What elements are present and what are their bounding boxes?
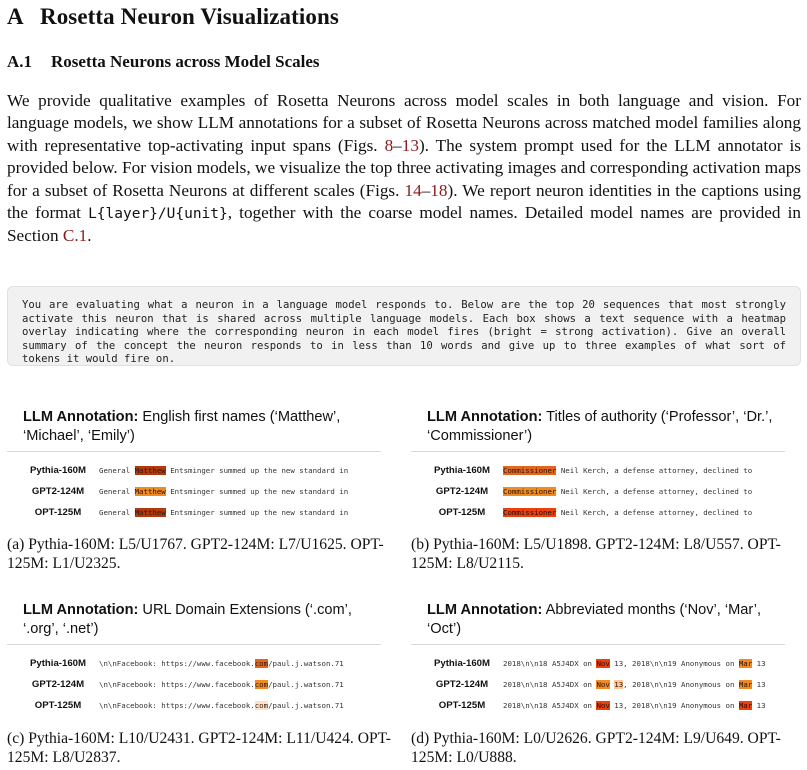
token-sequence — [497, 680, 766, 689]
llm-annotation — [7, 408, 381, 452]
figure-c — [7, 601, 387, 716]
seq-text: 13, 2018\n\n19 Anonymous on — [609, 659, 739, 668]
paragraph-text: , together with the coarse model names. Detailed model names are provided in Section — [7, 203, 801, 246]
seq-text: 13 — [752, 680, 766, 689]
annotation-text: URL Domain Extensions (‘.com’, ‘.org’, ‘.net’) — [23, 602, 352, 637]
subsection-number: A.1 — [7, 52, 33, 71]
seq-text: \n\nFacebook: https://www.facebook. — [99, 701, 255, 710]
token-sequence — [497, 487, 752, 496]
paragraph-text: ). The system prompt used for the LLM annotator is provided below. For vision models, we visualize the top three activating images and corresponding activation maps for a subset of Rosetta Neurons at different scales (Figs. — [7, 135, 801, 200]
paragraph-text: We provide qualitative examples of Rosetta Neurons across model scales in both language and vision. For language models, we show LLM annotations for a subset of Rosetta Neurons across matched model families along with representative top-activating input spans (Figs. — [7, 91, 801, 155]
seq-text: /paul.j.watson.71 — [268, 659, 344, 668]
token-sequence — [93, 659, 344, 668]
seq-text: General — [99, 508, 135, 517]
seq-text: Neil Kerch, a defense attorney, declined to — [556, 508, 753, 517]
activation-row — [23, 695, 387, 716]
annotation-label: LLM Annotation: — [427, 602, 543, 618]
activation-row — [427, 674, 791, 695]
caption-a: (a) Pythia-160M: L5/U1767. GPT2-124M: L7/U1625. OPT-125M: L1/U2325. — [7, 536, 384, 572]
highlighted-token: com — [254, 680, 269, 689]
activation-rows — [411, 460, 791, 523]
annotation-label: LLM Annotation: — [23, 409, 139, 425]
paragraph-dash: – — [421, 180, 431, 200]
seq-text: 13 — [752, 659, 766, 668]
token-sequence — [93, 487, 348, 496]
token-sequence — [93, 680, 344, 689]
highlighted-token: Nov — [596, 680, 610, 689]
section-title: Rosetta Neuron Visualizations — [40, 4, 339, 29]
token-sequence — [93, 466, 348, 475]
model-label: OPT-125M — [438, 700, 486, 711]
seq-text: Entsminger summed up the new standard in — [165, 466, 349, 475]
activation-rows — [7, 653, 387, 716]
paragraph-text: . — [87, 226, 92, 246]
highlighted-token: Matthew — [134, 487, 166, 496]
annotation-label: LLM Annotation: — [23, 602, 139, 618]
system-prompt-box: You are evaluating what a neuron in a language model responds to. Below are the top 20 sequences that most strongly activate this neuron that is shared across multiple language models. Each box shows a text sequence with a heatmap overlay indicating where the corresponding neuron in each model fires (bright = strong activation). Give an overall summary of the concept the neuron responds to in less than 10 words and give up to three examples of what sort of tokens it would fire on. — [7, 286, 801, 366]
seq-text: Neil Kerch, a defense attorney, declined to — [556, 466, 753, 475]
caption-c: (c) Pythia-160M: L10/U2431. GPT2-124M: L11/U424. OPT-125M: L8/U2837. — [7, 730, 391, 766]
section-number: A — [7, 4, 24, 29]
highlighted-token: Matthew — [134, 466, 166, 475]
llm-annotation — [7, 601, 381, 645]
seq-text: General — [99, 487, 135, 496]
section-heading — [7, 4, 339, 30]
token-sequence — [497, 508, 752, 517]
highlighted-token: Nov — [596, 701, 610, 710]
annotation-text: Titles of authority (‘Professor’, ‘Dr.’, ‘Commissioner’) — [427, 409, 773, 444]
seq-text: /paul.j.watson.71 — [268, 680, 344, 689]
model-label: GPT2-124M — [435, 679, 489, 690]
llm-annotation — [411, 601, 785, 645]
activation-row — [23, 653, 387, 674]
section-ref-link[interactable]: C.1 — [62, 226, 88, 246]
highlighted-token: com — [254, 701, 269, 710]
activation-row — [23, 502, 387, 523]
model-label: Pythia-160M — [434, 465, 490, 476]
seq-text: \n\nFacebook: https://www.facebook. — [99, 659, 255, 668]
figure-b — [411, 408, 791, 523]
token-sequence — [93, 508, 348, 517]
token-sequence — [497, 701, 766, 710]
caption-b: (b) Pythia-160M: L5/U1898. GPT2-124M: L8/U557. OPT-125M: L8/U2115. — [411, 536, 781, 572]
figure-ref-link[interactable]: 18 — [430, 180, 448, 200]
seq-text: 13, 2018\n\n19 Anonymous on — [609, 701, 739, 710]
seq-text: Entsminger summed up the new standard in — [165, 487, 349, 496]
llm-annotation — [411, 408, 785, 452]
annotation-label: LLM Annotation: — [427, 409, 543, 425]
highlighted-token: Commissioner — [503, 487, 557, 496]
figure-a — [7, 408, 387, 523]
seq-text: 2018\n\n18 A5J4DX on — [503, 701, 597, 710]
seq-text: 13 — [752, 701, 766, 710]
token-sequence — [93, 701, 344, 710]
figure-d — [411, 601, 791, 716]
highlighted-token: Commissioner — [503, 466, 557, 475]
body-paragraph — [7, 90, 801, 248]
model-label: OPT-125M — [34, 700, 82, 711]
activation-rows — [411, 653, 791, 716]
figure-ref-link[interactable]: 8 — [384, 135, 394, 155]
activation-rows — [7, 460, 387, 523]
figure-ref-link[interactable]: 14 — [404, 180, 422, 200]
model-label: GPT2-124M — [31, 486, 85, 497]
activation-row — [23, 674, 387, 695]
activation-row — [427, 460, 791, 481]
model-label: GPT2-124M — [435, 486, 489, 497]
activation-row — [23, 460, 387, 481]
figure-ref-link[interactable]: 13 — [401, 135, 419, 155]
seq-text: Entsminger summed up the new standard in — [165, 508, 349, 517]
activation-row — [427, 502, 791, 523]
paragraph-dash: – — [393, 135, 402, 155]
seq-text: 2018\n\n18 A5J4DX on — [503, 680, 597, 689]
highlighted-token: Commissioner — [503, 508, 557, 517]
activation-row — [427, 481, 791, 502]
model-label: Pythia-160M — [30, 465, 86, 476]
token-sequence — [497, 659, 766, 668]
seq-text: General — [99, 466, 135, 475]
seq-text: Neil Kerch, a defense attorney, declined to — [556, 487, 753, 496]
highlighted-token: Mar — [738, 680, 753, 689]
annotation-text: English first names (‘Matthew’, ‘Michael’, ‘Emily’) — [23, 409, 341, 444]
model-label: OPT-125M — [438, 507, 486, 518]
model-label: Pythia-160M — [434, 658, 490, 669]
paragraph-text: ). We report neuron identities in the captions using the format — [7, 180, 801, 223]
highlighted-token: Mar — [738, 701, 753, 710]
model-label: OPT-125M — [34, 507, 82, 518]
subsection-title: Rosetta Neurons across Model Scales — [51, 52, 320, 71]
model-label: GPT2-124M — [31, 679, 85, 690]
highlighted-token: Mar — [738, 659, 753, 668]
seq-text: , 2018\n\n19 Anonymous on — [623, 680, 739, 689]
activation-row — [427, 695, 791, 716]
activation-row — [23, 481, 387, 502]
seq-text: \n\nFacebook: https://www.facebook. — [99, 680, 255, 689]
token-sequence — [497, 466, 752, 475]
highlighted-token: com — [254, 659, 269, 668]
caption-d: (d) Pythia-160M: L0/U2626. GPT2-124M: L9/U649. OPT-125M: L0/U888. — [411, 730, 781, 766]
highlighted-token: 13 — [614, 680, 624, 689]
seq-text: 2018\n\n18 A5J4DX on — [503, 659, 597, 668]
annotation-text: Abbreviated months (‘Nov’, ‘Mar’, ‘Oct’) — [427, 602, 762, 637]
highlighted-token: Nov — [596, 659, 610, 668]
highlighted-token: Matthew — [134, 508, 166, 517]
subsection-heading — [7, 52, 320, 72]
activation-row — [427, 653, 791, 674]
model-label: Pythia-160M — [30, 658, 86, 669]
seq-text: /paul.j.watson.71 — [268, 701, 344, 710]
format-code: L{layer}/U{unit} — [88, 206, 228, 223]
